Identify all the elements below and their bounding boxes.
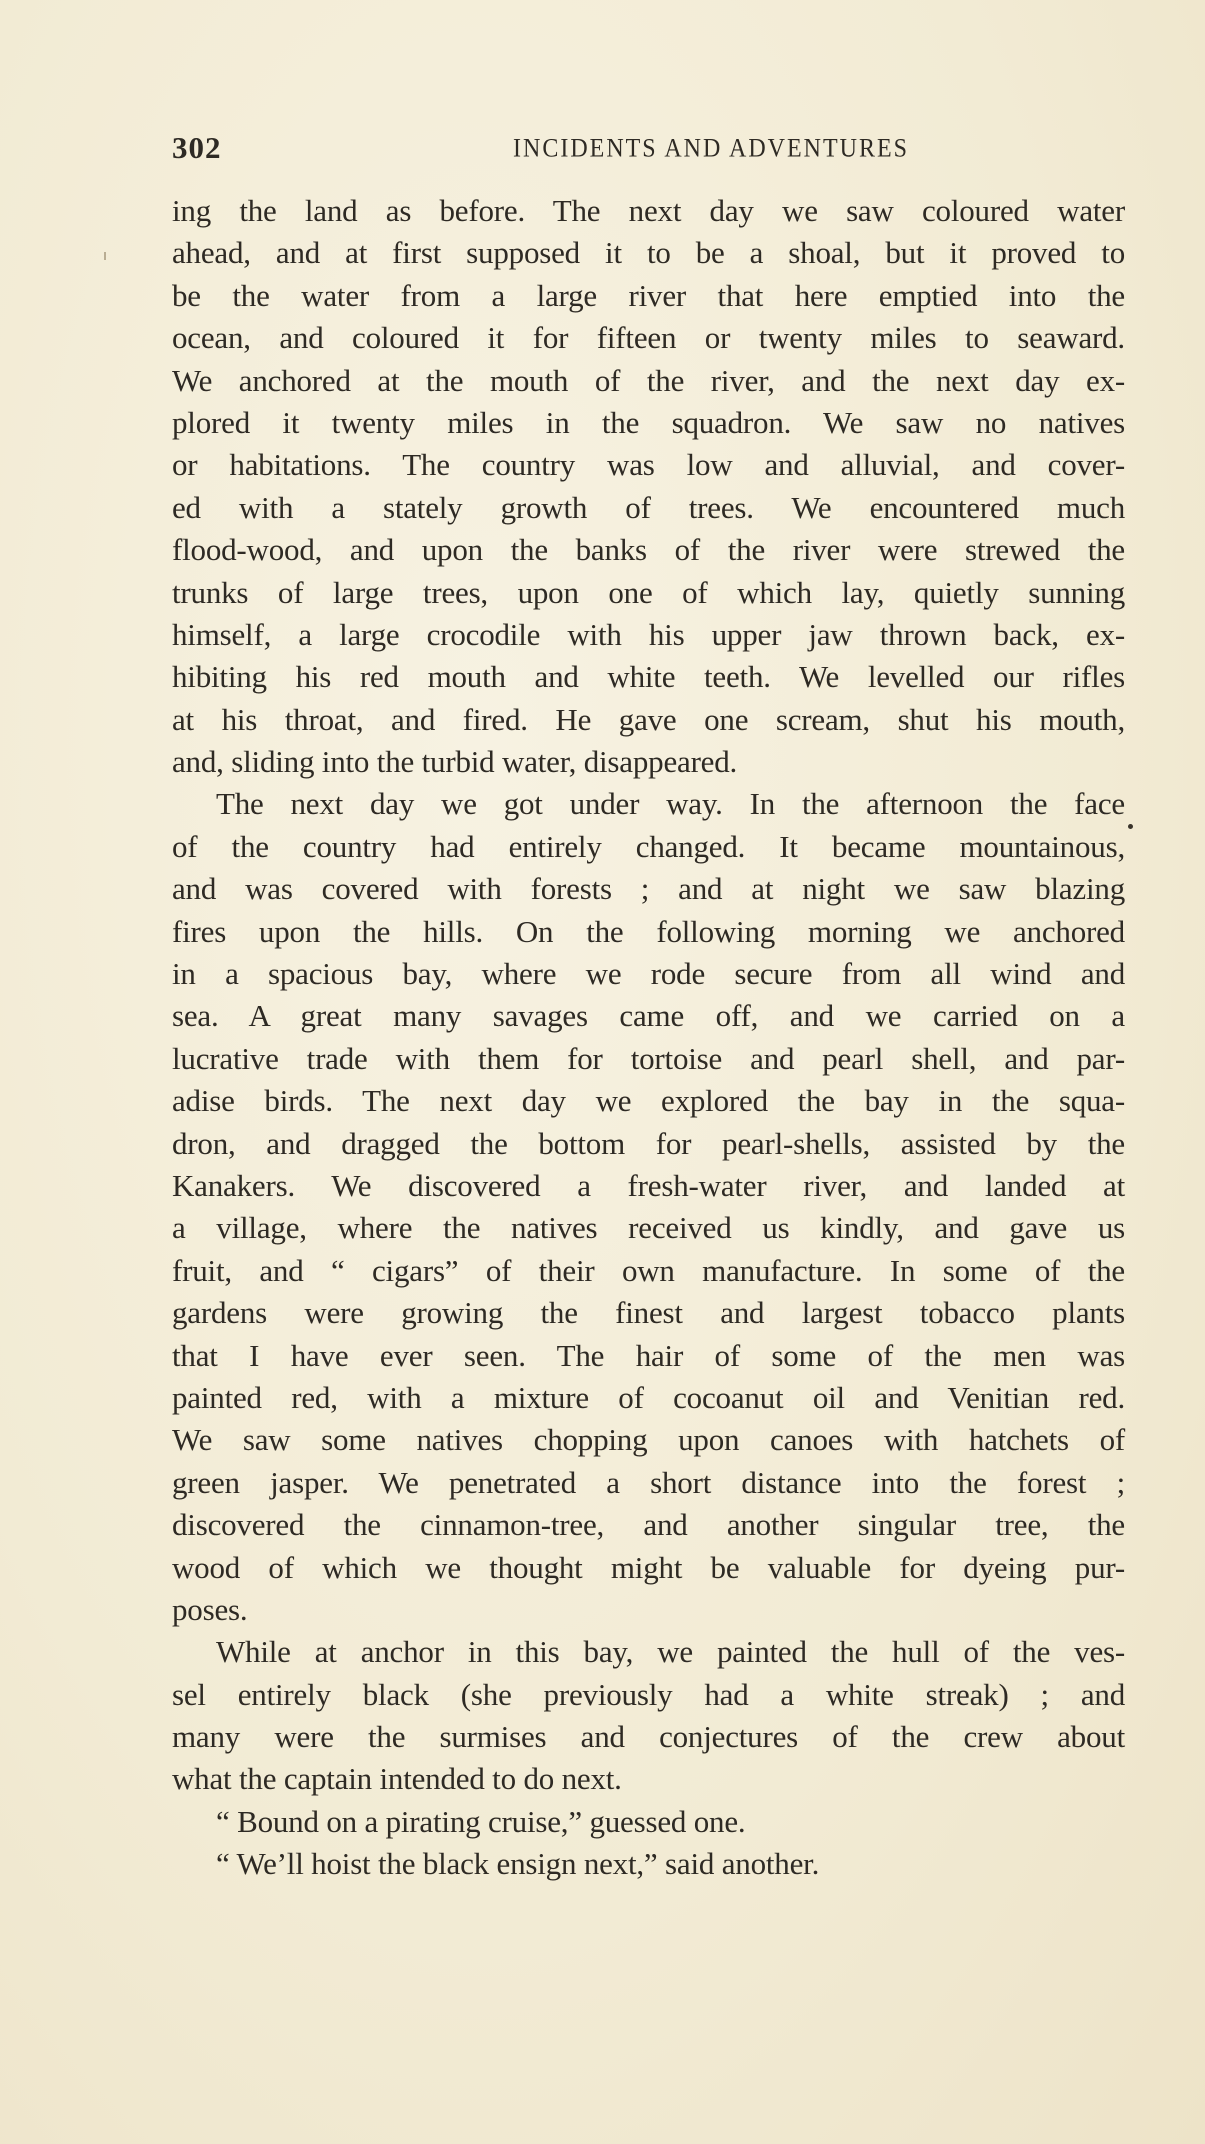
text-line: many were the surmises and conjectures of the crew about bbox=[172, 1719, 1125, 1755]
text-line: green jasper. We penetrated a short distance into the forest ; bbox=[172, 1464, 1125, 1500]
text-line: sea. A great many savages came off, and we carried on a bbox=[172, 998, 1125, 1034]
text-line: “ We’ll hoist the black ensign next,” said another. bbox=[216, 1846, 820, 1882]
text-line: dron, and dragged the bottom for pearl-shells, assisted by the bbox=[172, 1125, 1125, 1161]
running-title: INCIDENTS AND ADVENTURES bbox=[513, 134, 909, 164]
text-line: that I have ever seen. The hair of some of the men was bbox=[172, 1337, 1125, 1373]
text-line: sel entirely black (she previously had a white streak) ; and bbox=[172, 1676, 1125, 1712]
text-line: gardens were growing the finest and largest tobacco plants bbox=[172, 1295, 1125, 1331]
text-line: hibiting his red mouth and white teeth. We levelled our rifles bbox=[172, 659, 1125, 695]
text-line: ahead, and at first supposed it to be a shoal, but it proved to bbox=[172, 235, 1125, 271]
text-line: We saw some natives chopping upon canoes with hatchets of bbox=[172, 1422, 1125, 1458]
text-line: poses. bbox=[172, 1591, 248, 1627]
text-line: ocean, and coloured it for fifteen or twenty miles to seaward. bbox=[172, 320, 1125, 356]
text-line: be the water from a large river that here emptied into the bbox=[172, 277, 1125, 313]
text-line: “ Bound on a pirating cruise,” guessed one. bbox=[216, 1803, 746, 1839]
text-line: flood-wood, and upon the banks of the river were strewed the bbox=[172, 532, 1125, 568]
text-line: at his throat, and fired. He gave one scream, shut his mouth, bbox=[172, 701, 1125, 737]
gutter-mark bbox=[104, 252, 106, 260]
text-line: We anchored at the mouth of the river, and the next day ex- bbox=[172, 362, 1125, 398]
text-line: a village, where the natives received us kindly, and gave us bbox=[172, 1210, 1125, 1246]
text-line: himself, a large crocodile with his upper jaw thrown back, ex- bbox=[172, 616, 1125, 652]
text-line: in a spacious bay, where we rode secure from all wind and bbox=[172, 956, 1125, 992]
page-number: 302 bbox=[172, 130, 222, 165]
text-line: Kanakers. We discovered a fresh-water river, and landed at bbox=[172, 1167, 1125, 1203]
text-line: fires upon the hills. On the following morning we anchored bbox=[172, 913, 1125, 949]
text-line: and was covered with forests ; and at night we saw blazing bbox=[172, 871, 1125, 907]
body-text bbox=[172, 190, 1125, 1886]
text-line: The next day we got under way. In the afternoon the face bbox=[216, 786, 1125, 822]
text-line: of the country had entirely changed. It became mountainous, bbox=[172, 828, 1125, 864]
text-line: or habitations. The country was low and alluvial, and cover- bbox=[172, 447, 1125, 483]
text-line: lucrative trade with them for tortoise and pearl shell, and par- bbox=[172, 1040, 1125, 1076]
text-line: ed with a stately growth of trees. We encountered much bbox=[172, 489, 1125, 525]
text-line: ing the land as before. The next day we saw coloured water bbox=[172, 193, 1125, 228]
text-line: fruit, and “ cigars” of their own manufacture. In some of the bbox=[172, 1252, 1125, 1288]
text-line: While at anchor in this bay, we painted the hull of the ves- bbox=[216, 1634, 1125, 1670]
text-line: and, sliding into the turbid water, disappeared. bbox=[172, 744, 738, 780]
text-line: what the captain intended to do next. bbox=[172, 1761, 622, 1797]
text-line: adise birds. The next day we explored the bay in the squa- bbox=[172, 1083, 1125, 1119]
page-header bbox=[172, 130, 1125, 170]
text-line: trunks of large trees, upon one of which lay, quietly sunning bbox=[172, 574, 1125, 610]
margin-dot-mark bbox=[1128, 824, 1133, 829]
text-line: painted red, with a mixture of cocoanut oil and Venitian red. bbox=[172, 1379, 1125, 1415]
text-line: discovered the cinnamon-tree, and another singular tree, the bbox=[172, 1507, 1125, 1543]
text-line: plored it twenty miles in the squadron. We saw no natives bbox=[172, 404, 1125, 440]
text-line: wood of which we thought might be valuable for dyeing pur- bbox=[172, 1549, 1125, 1585]
